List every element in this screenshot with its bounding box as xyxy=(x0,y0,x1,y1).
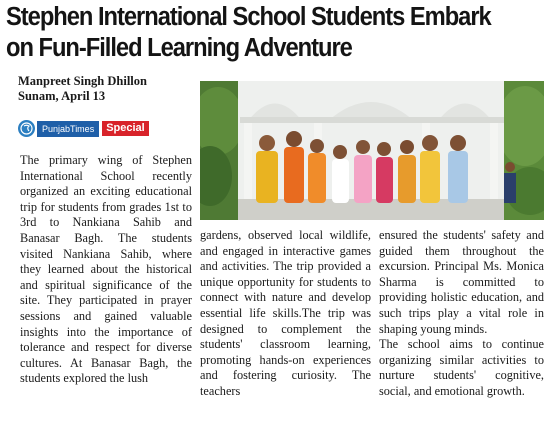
publication-name: PunjabTimes xyxy=(37,121,99,137)
article-column-3 xyxy=(379,228,544,400)
punjab-times-logo-icon xyxy=(18,120,35,137)
byline-dateline: Sunam, April 13 xyxy=(18,89,106,103)
headline-line-1: Stephen International School Students Embark xyxy=(6,3,491,31)
students-group-photo xyxy=(200,81,544,220)
article-paragraph: The school aims to continue organizing similar activities to nurture students' cognitive, social, and emotional growth. xyxy=(379,337,544,398)
article-paragraph: The primary wing of Stephen International School recently organized an exciting educational trip for students from grades 1st to 3rd to Nankiana Sahib and Banasar Bagh. The students visited Nankiana Sahib, where they learned about the historical and spiritual significance of the site. They participated in prayer sessions and gained valuable insights into the importance of tolerance and respect for diverse cultures. At Banasar Bagh, the students explored the lush xyxy=(20,153,192,386)
byline xyxy=(18,74,147,104)
article-column-2 xyxy=(200,228,371,400)
article-paragraph: gardens, observed local wildlife, and engaged in interactive games and activities. The trip provided a unique opportunity for students to connect with nature and develop essential life skills.The trip was designed to complement the students' classroom learning, promoting hands-on experiences and fostering curiosity. The teachers xyxy=(200,228,371,398)
headline-line-2: on Fun-Filled Learning Adventure xyxy=(6,34,352,62)
article-photo xyxy=(200,81,544,220)
article-paragraph: ensured the students' safety and guided them throughout the excursion. Principal Ms. Monica Sharma is committed to providing holistic education, and such trips play a vital role in shaping young minds. xyxy=(379,228,544,336)
byline-author: Manpreet Singh Dhillon xyxy=(18,74,147,88)
headline xyxy=(6,2,508,64)
article-column-1 xyxy=(20,153,192,387)
publication-brand xyxy=(18,121,149,136)
special-badge: Special xyxy=(102,121,149,136)
